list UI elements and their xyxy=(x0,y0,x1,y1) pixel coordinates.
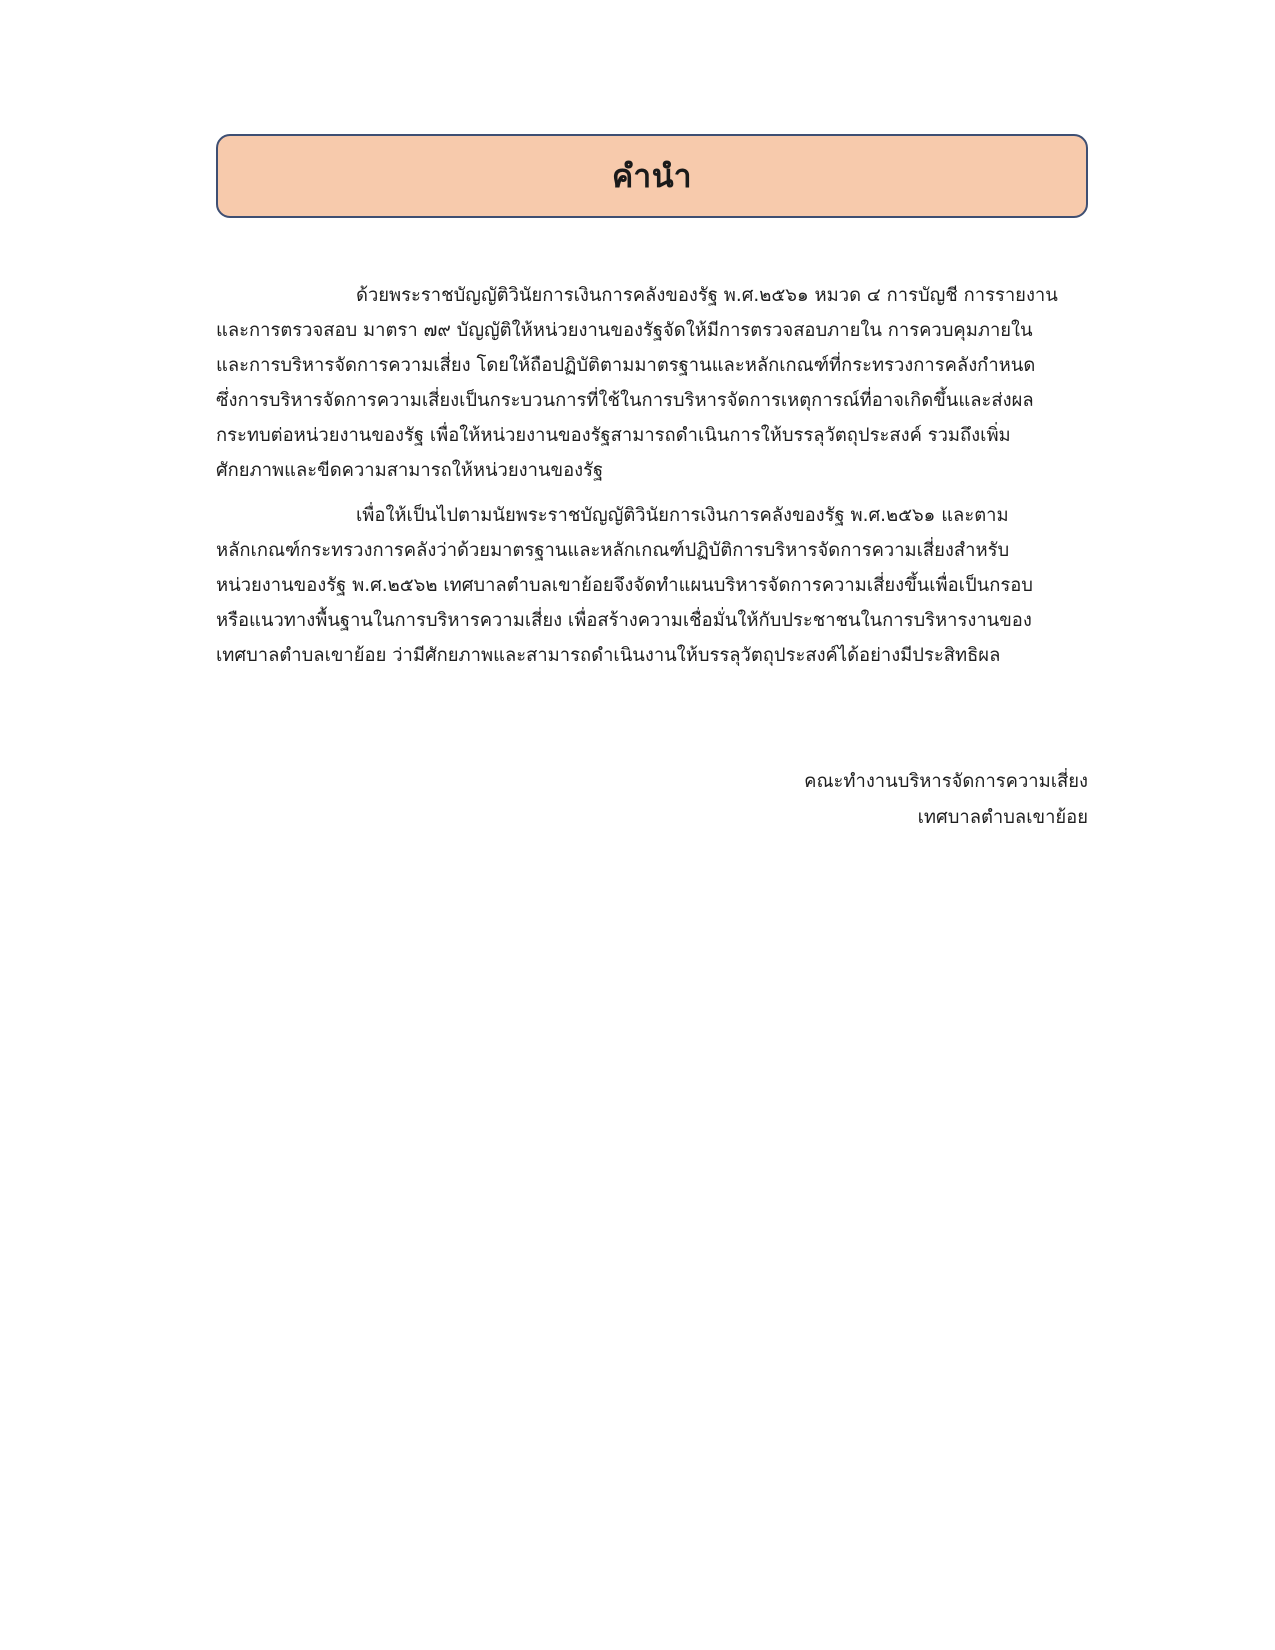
signature-organization: เทศบาลตำบลเขาย้อย xyxy=(917,807,1088,828)
paragraph-line: ด้วยพระราชบัญญัติวินัยการเงินการคลังของรัฐ พ.ศ.๒๕๖๑ หมวด ๔ การบัญชี การรายงาน xyxy=(356,285,1058,306)
paragraph-line: หน่วยงานของรัฐ พ.ศ.๒๕๖๒ เทศบาลตำบลเขาย้อยจึงจัดทำแผนบริหารจัดการความเสี่ยงขึ้นเพื่อเป็นกรอบ xyxy=(216,575,1033,596)
paragraph-line: และการตรวจสอบ มาตรา ๗๙ บัญญัติให้หน่วยงานของรัฐจัดให้มีการตรวจสอบภายใน การควบคุมภายใน xyxy=(216,320,1033,341)
paragraph-line: ซึ่งการบริหารจัดการความเสี่ยงเป็นกระบวนการที่ใช้ในการบริหารจัดการเหตุการณ์ที่อาจเกิดขึ้นและส่งผล xyxy=(216,390,1034,411)
body-text xyxy=(216,278,1088,683)
paragraph-line: เพื่อให้เป็นไปตามนัยพระราชบัญญัติวินัยการเงินการคลังของรัฐ พ.ศ.๒๕๖๑ และตาม xyxy=(356,505,1009,526)
paragraph-line: เทศบาลตำบลเขาย้อย ว่ามีศักยภาพและสามารถดำเนินงานให้บรรลุวัตถุประสงค์ได้อย่างมีประสิทธิผล xyxy=(216,645,1001,666)
paragraph-line: หรือแนวทางพื้นฐานในการบริหารความเสี่ยง เพื่อสร้างความเชื่อมั่นให้กับประชาชนในการบริหารงานของ xyxy=(216,610,1032,631)
paragraph-line: หลักเกณฑ์กระทรวงการคลังว่าด้วยมาตรฐานและหลักเกณฑ์ปฏิบัติการบริหารจัดการความเสี่ยงสำหรับ xyxy=(216,540,1010,561)
signature-committee: คณะทำงานบริหารจัดการความเสี่ยง xyxy=(804,771,1088,792)
paragraph-line: และการบริหารจัดการความเสี่ยง โดยให้ถือปฏิบัติตามมาตรฐานและหลักเกณฑ์ที่กระทรวงการคลังกำหนด xyxy=(216,355,1036,376)
title-banner xyxy=(216,134,1088,218)
paragraph-1 xyxy=(216,278,1088,488)
page-title: คำนำ xyxy=(611,156,693,195)
paragraph-2 xyxy=(216,498,1088,673)
signature-block xyxy=(804,764,1088,836)
paragraph-line: กระทบต่อหน่วยงานของรัฐ เพื่อให้หน่วยงานของรัฐสามารถดำเนินการให้บรรลุวัตถุประสงค์ รวมถึงเพิ่ม xyxy=(216,425,1011,446)
paragraph-line: ศักยภาพและขีดความสามารถให้หน่วยงานของรัฐ xyxy=(216,460,604,481)
